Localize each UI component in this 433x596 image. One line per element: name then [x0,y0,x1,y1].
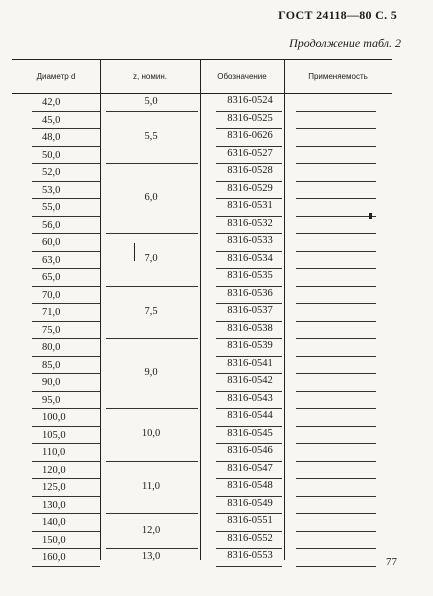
row-rule [216,373,282,374]
row-rule [296,198,376,199]
row-rule [32,198,100,199]
row-rule [216,233,282,234]
row-rule [32,251,100,252]
designation-value: 8316-0524 [227,95,273,106]
designation-value: 8316-0551 [227,515,273,526]
row-rule [216,356,282,357]
z-value: 5,5 [144,130,158,142]
designation-value: 8316-0546 [227,445,273,456]
row-rule [32,496,100,497]
column-header-application: Применяемость [308,71,368,81]
row-rule [32,566,100,567]
z-value: 7,5 [144,305,158,317]
diameter-value: 53,0 [42,184,61,196]
group-rule [106,548,198,549]
diameter-value: 52,0 [42,167,61,178]
designation-value: 6316-0527 [227,147,273,159]
designation-value: 8316-0543 [227,392,273,404]
row-rule [32,513,100,514]
row-rule [216,408,282,409]
designation-value: 8316-0542 [227,375,273,386]
row-rule [216,268,282,269]
designation-value: 8316-0534 [227,252,273,264]
row-rule [216,128,282,129]
z-value: 11,0 [142,480,160,492]
row-rule [216,286,282,287]
row-rule [296,181,376,182]
row-rule [216,216,282,217]
row-rule [32,128,100,129]
diameter-value: 56,0 [42,219,61,231]
table-continuation-label: Продолжение табл. 2 [289,36,401,50]
row-rule [32,181,100,182]
data-table [12,59,392,563]
diameter-value: 150,0 [42,534,66,546]
designation-value: 8316-0545 [227,427,273,439]
designation-value: 8316-0525 [227,112,273,124]
row-rule [32,478,100,479]
row-rule [216,461,282,462]
row-rule [296,443,376,444]
diameter-value: 95,0 [42,394,61,406]
group-rule [106,163,198,164]
row-rule [296,268,376,269]
designation-value: 8316-0529 [227,182,273,194]
diameter-value: 140,0 [42,517,66,528]
z-value: 13,0 [141,550,161,562]
column-divider [100,59,101,560]
row-rule [296,356,376,357]
row-rule [296,408,376,409]
diameter-value: 70,0 [42,289,61,301]
row-rule [32,233,100,234]
table-header-rule [12,93,392,94]
row-rule [216,496,282,497]
diameter-value: 120,0 [42,464,66,476]
diameter-value: 48,0 [42,132,61,143]
diameter-value: 75,0 [42,324,61,336]
group-rule [106,338,198,339]
column-divider [200,59,201,560]
column-header-diameter: Диаметр d [36,71,76,81]
row-rule [296,496,376,497]
row-rule [296,461,376,462]
row-rule [32,163,100,164]
row-rule [216,531,282,532]
diameter-value: 110,0 [42,447,66,458]
diameter-value: 85,0 [42,359,61,371]
pen-mark [134,243,135,261]
designation-value: 8316-0539 [227,340,273,351]
diameter-value: 71,0 [42,307,61,318]
row-rule [296,391,376,392]
z-value: 10,0 [141,428,161,440]
diameter-value: 55,0 [42,202,61,213]
row-rule [32,531,100,532]
row-rule [32,338,100,339]
designation-value: 8316-0538 [227,322,273,334]
group-rule [106,461,198,462]
row-rule [32,408,100,409]
row-rule [296,216,376,217]
row-rule [216,513,282,514]
diameter-value: 125,0 [42,482,66,493]
row-rule [32,216,100,217]
row-rule [296,513,376,514]
group-rule [106,111,198,112]
designation-value: 8316-0531 [227,200,273,211]
diameter-value: 90,0 [42,377,61,388]
column-header-z: z, номин. [133,71,167,81]
diameter-value: 45,0 [42,114,61,126]
designation-value: 8316-0553 [227,550,273,561]
designation-value: 8316-0537 [227,305,273,316]
diameter-value: 42,0 [42,97,61,108]
row-rule [296,548,376,549]
diameter-value: 160,0 [42,552,66,563]
row-rule [296,426,376,427]
row-rule [216,251,282,252]
diameter-value: 100,0 [42,412,66,423]
diameter-value: 105,0 [42,429,66,441]
group-rule [106,513,198,514]
row-rule [216,443,282,444]
diameter-value: 130,0 [42,499,66,511]
row-rule [216,548,282,549]
designation-value: 8316-0541 [227,357,273,369]
designation-value: 8316-0552 [227,532,273,544]
group-rule [106,408,198,409]
designation-value: 8316-0535 [227,270,273,281]
z-value: 7,0 [144,253,158,265]
row-rule [32,426,100,427]
designation-value: 8316-0536 [227,287,273,299]
z-value: 5,0 [144,95,158,107]
row-rule [296,163,376,164]
row-rule [32,146,100,147]
row-rule [296,286,376,287]
row-rule [216,391,282,392]
row-rule [296,251,376,252]
row-rule [32,548,100,549]
row-rule [216,303,282,304]
row-rule [296,111,376,112]
row-rule [216,163,282,164]
diameter-value: 50,0 [42,149,61,161]
row-rule [296,321,376,322]
row-rule [216,478,282,479]
row-rule [32,356,100,357]
row-rule [296,478,376,479]
z-value: 9,0 [144,367,158,378]
row-rule [32,268,100,269]
row-rule [216,198,282,199]
z-value: 12,0 [141,524,161,536]
page-number: 77 [386,556,397,568]
designation-value: 8316-0533 [227,235,273,246]
z-value: 6,0 [144,192,158,203]
row-rule [216,181,282,182]
row-rule [216,111,282,112]
row-rule [32,303,100,304]
document-header: ГОСТ 24118—80 С. 5 [278,8,397,22]
row-rule [216,566,282,567]
row-rule [296,303,376,304]
row-rule [32,321,100,322]
row-rule [216,146,282,147]
row-rule [296,146,376,147]
row-rule [296,531,376,532]
designation-value: 8316-0548 [227,480,273,491]
row-rule [296,338,376,339]
row-rule [296,373,376,374]
row-rule [32,373,100,374]
row-rule [32,111,100,112]
row-rule [32,443,100,444]
row-rule [296,128,376,129]
row-rule [216,426,282,427]
diameter-value: 60,0 [42,237,61,248]
row-rule [296,233,376,234]
ink-spot [369,213,372,219]
row-rule [32,461,100,462]
designation-value: 8316-0544 [227,410,273,421]
designation-value: 8316-0528 [227,165,273,176]
designation-value: 8316-0626 [227,130,273,141]
row-rule [32,391,100,392]
column-header-designation: Обозначение [217,71,267,81]
row-rule [32,286,100,287]
row-rule [296,566,376,567]
designation-value: 8316-0532 [227,217,273,229]
group-rule [106,233,198,234]
diameter-value: 65,0 [42,272,61,283]
diameter-value: 63,0 [42,254,61,266]
row-rule [216,338,282,339]
designation-value: 8316-0547 [227,462,273,474]
diameter-value: 80,0 [42,342,61,353]
designation-value: 8316-0549 [227,497,273,509]
group-rule [106,286,198,287]
row-rule [216,321,282,322]
